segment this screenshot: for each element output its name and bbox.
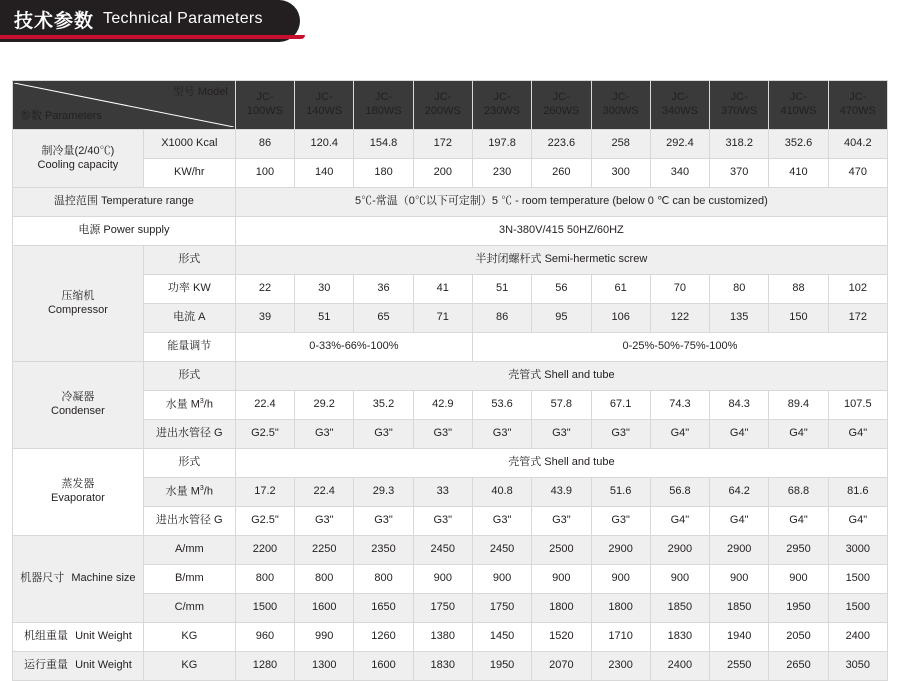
cell: G4" [769, 507, 828, 536]
cell: G3" [532, 420, 591, 449]
cell: 86 [235, 130, 294, 159]
model-name-4: JC- 230WS [484, 91, 521, 117]
cell: 3000 [828, 536, 887, 565]
table-row-compressor-power [13, 275, 888, 304]
cell: 102 [828, 275, 887, 304]
cell: 71 [413, 304, 472, 333]
cell: 122 [650, 304, 709, 333]
table-row-cooling-kcal [13, 130, 888, 159]
header-model-9 [769, 81, 828, 130]
cell: 800 [235, 565, 294, 594]
cell: 51 [295, 304, 354, 333]
cell: G3" [413, 507, 472, 536]
cell: 42.9 [413, 391, 472, 420]
sub-label-part-pre: 水量 M [165, 485, 200, 498]
row-group-condenser [13, 362, 144, 449]
group-label-en: Condenser [51, 405, 105, 417]
header-model-7 [650, 81, 709, 130]
cell: 1500 [235, 594, 294, 623]
model-name-1: JC- 140WS [306, 91, 343, 117]
cell: 2350 [354, 536, 413, 565]
cell: 57.8 [532, 391, 591, 420]
cell: 1710 [591, 623, 650, 652]
cell: 51 [472, 275, 531, 304]
table-row-running-weight [13, 652, 888, 681]
cell: G3" [472, 507, 531, 536]
table-header-row [13, 81, 888, 130]
cell: 2200 [235, 536, 294, 565]
cell: 900 [591, 565, 650, 594]
cell: 107.5 [828, 391, 887, 420]
table-row-condenser-pipe [13, 420, 888, 449]
row-value-compressor-type: 半封闭螺杆式 Semi-hermetic screw [235, 246, 887, 275]
cell: 1300 [295, 652, 354, 681]
row-group-running-weight [13, 652, 144, 681]
sub-label-condenser-form: 形式 [143, 362, 235, 391]
cell: 352.6 [769, 130, 828, 159]
model-name-7: JC- 340WS [661, 91, 698, 117]
group-label-en: Cooling capacity [37, 158, 119, 171]
cell: 29.2 [295, 391, 354, 420]
row-label-power-supply: 电源 Power supply [13, 217, 236, 246]
table-row-size-a [13, 536, 888, 565]
cell: 33 [413, 478, 472, 507]
sub-label-running-weight-kg: KG [143, 652, 235, 681]
page-title-cn: 技术参数 [14, 10, 95, 32]
cell: G3" [295, 420, 354, 449]
cell: 43.9 [532, 478, 591, 507]
cell: 1850 [650, 594, 709, 623]
cell: 67.1 [591, 391, 650, 420]
cell: 180 [354, 159, 413, 188]
cell: 900 [710, 565, 769, 594]
header-model-2 [354, 81, 413, 130]
cell: 470 [828, 159, 887, 188]
row-group-evaporator [13, 449, 144, 536]
cell: 1380 [413, 623, 472, 652]
technical-parameters-table [12, 80, 888, 681]
cell: G3" [532, 507, 591, 536]
cell: 900 [413, 565, 472, 594]
row-value-condenser-type: 壳管式 Shell and tube [235, 362, 887, 391]
group-label-cn: 运行重量 [24, 659, 69, 672]
cell: 2050 [769, 623, 828, 652]
page-header-banner [0, 0, 306, 42]
sub-label-size-c: C/mm [143, 594, 235, 623]
header-model-0 [235, 81, 294, 130]
table-row-evaporator-flow [13, 478, 888, 507]
group-label-cn: 蒸发器 [61, 478, 95, 491]
table-row-compressor-current [13, 304, 888, 333]
cell: 22.4 [235, 391, 294, 420]
cell: 1950 [472, 652, 531, 681]
cell: 2900 [650, 536, 709, 565]
cell: 1260 [354, 623, 413, 652]
cell: 1500 [828, 565, 887, 594]
table-row-size-c [13, 594, 888, 623]
cell: 900 [650, 565, 709, 594]
cell: 22 [235, 275, 294, 304]
cell: 1450 [472, 623, 531, 652]
cell: 404.2 [828, 130, 887, 159]
cell: 990 [295, 623, 354, 652]
row-group-machine-size [13, 536, 144, 623]
cell: 1280 [235, 652, 294, 681]
cell: 3050 [828, 652, 887, 681]
cell: 36 [354, 275, 413, 304]
group-label-en: Compressor [47, 303, 108, 316]
cell: G4" [650, 420, 709, 449]
cell: 1750 [472, 594, 531, 623]
cell: G4" [769, 420, 828, 449]
cell: 56 [532, 275, 591, 304]
cell: 95 [532, 304, 591, 333]
cell: G3" [472, 420, 531, 449]
model-name-9: JC- 410WS [780, 91, 817, 117]
cell: G3" [354, 507, 413, 536]
sub-label-capacity-control: 能量调节 [143, 333, 235, 362]
cell: 2550 [710, 652, 769, 681]
cell: 29.3 [354, 478, 413, 507]
header-model-6 [591, 81, 650, 130]
cell: 22.4 [295, 478, 354, 507]
group-label-en: Unit Weight [75, 659, 132, 672]
cell: 2070 [532, 652, 591, 681]
cell: 200 [413, 159, 472, 188]
cell: 172 [828, 304, 887, 333]
cell: 1800 [532, 594, 591, 623]
banner-title-group [14, 0, 263, 38]
cell: 410 [769, 159, 828, 188]
cell: 900 [532, 565, 591, 594]
cell: 2500 [532, 536, 591, 565]
cell: 41 [413, 275, 472, 304]
cell: 2250 [295, 536, 354, 565]
cell: 51.6 [591, 478, 650, 507]
cell: 1940 [710, 623, 769, 652]
cell: G3" [591, 507, 650, 536]
sub-label-condenser-flow [143, 391, 235, 420]
cell: 30 [295, 275, 354, 304]
cell: G3" [413, 420, 472, 449]
table-row-condenser-type [13, 362, 888, 391]
cell: 84.3 [710, 391, 769, 420]
cell: 197.8 [472, 130, 531, 159]
cell: 35.2 [354, 391, 413, 420]
cell: 900 [769, 565, 828, 594]
cell: 2400 [650, 652, 709, 681]
table-row-power-supply [13, 217, 888, 246]
cell: 258 [591, 130, 650, 159]
cell: 89.4 [769, 391, 828, 420]
group-label-cn: 机器尺寸 [20, 572, 65, 585]
model-name-2: JC- 180WS [365, 91, 402, 117]
header-parameters-label: 参数 Parameters [20, 110, 102, 123]
cell: 230 [472, 159, 531, 188]
row-label-temperature-range: 温控范围 Temperature range [13, 188, 236, 217]
header-model-5 [532, 81, 591, 130]
cell: 74.3 [650, 391, 709, 420]
header-model-1 [295, 81, 354, 130]
row-value-power-supply: 3N-380V/415 50HZ/60HZ [235, 217, 887, 246]
cell: 2300 [591, 652, 650, 681]
cell: 154.8 [354, 130, 413, 159]
cell: 150 [769, 304, 828, 333]
cell: 106 [591, 304, 650, 333]
cell: 2400 [828, 623, 887, 652]
group-label-en: Evaporator [51, 492, 105, 504]
sub-label-part-post: /h [203, 398, 213, 411]
cell: 70 [650, 275, 709, 304]
cell: 800 [354, 565, 413, 594]
sub-label-evaporator-pipe: 进出水管径 G [143, 507, 235, 536]
cell: 140 [295, 159, 354, 188]
cell: 900 [472, 565, 531, 594]
table-row-cooling-kwhr [13, 159, 888, 188]
sub-label-part-pre: 水量 M [165, 398, 200, 411]
page-title-en: Technical Parameters [103, 10, 263, 27]
row-group-compressor [13, 246, 144, 362]
cell: 64.2 [710, 478, 769, 507]
cell: 2950 [769, 536, 828, 565]
sub-label-kcal: X1000 Kcal [143, 130, 235, 159]
header-model-label: 型号 Model [172, 86, 228, 98]
sub-label-size-b: B/mm [143, 565, 235, 594]
table-row-evaporator-pipe [13, 507, 888, 536]
cell: 2450 [472, 536, 531, 565]
sub-label-superscript: 3 [199, 397, 204, 405]
group-label-cn: 机组重量 [24, 630, 69, 643]
sub-label-evaporator-flow [143, 478, 235, 507]
cell: 172 [413, 130, 472, 159]
cell: G4" [650, 507, 709, 536]
sub-label-condenser-pipe: 进出水管径 G [143, 420, 235, 449]
cell: 1800 [591, 594, 650, 623]
cell: G4" [710, 507, 769, 536]
header-model-10 [828, 81, 887, 130]
header-model-3 [413, 81, 472, 130]
sub-label-compressor-form: 形式 [143, 246, 235, 275]
cell: G4" [828, 507, 887, 536]
cell: 17.2 [235, 478, 294, 507]
cell: 1950 [769, 594, 828, 623]
cell: 1750 [413, 594, 472, 623]
cell: 1520 [532, 623, 591, 652]
cell: 53.6 [472, 391, 531, 420]
cell: 340 [650, 159, 709, 188]
model-name-0: JC- 100WS [246, 91, 283, 117]
cell: G3" [354, 420, 413, 449]
sub-label-part-post: /h [203, 485, 213, 498]
table-row-evaporator-type [13, 449, 888, 478]
cell: 300 [591, 159, 650, 188]
cell: G3" [295, 507, 354, 536]
cell: 1600 [295, 594, 354, 623]
cell: 2450 [413, 536, 472, 565]
row-value-temperature-range: 5℃-常温（0℃以下可定制）5 ℃ - room temperature (below 0 ℃ can be customized) [235, 188, 887, 217]
sub-label-compressor-current: 电流 A [143, 304, 235, 333]
table-row-temperature-range [13, 188, 888, 217]
sub-label-superscript: 3 [199, 484, 204, 492]
cell: 81.6 [828, 478, 887, 507]
cell: 1850 [710, 594, 769, 623]
row-group-unit-weight [13, 623, 144, 652]
cell: 2650 [769, 652, 828, 681]
cell: 800 [295, 565, 354, 594]
table-row-unit-weight [13, 623, 888, 652]
model-name-5: JC- 260WS [543, 91, 580, 117]
cell: 120.4 [295, 130, 354, 159]
cell: 86 [472, 304, 531, 333]
cell: 260 [532, 159, 591, 188]
row-value-capacity-control-right: 0-25%-50%-75%-100% [472, 333, 887, 362]
sub-label-kwhr: KW/hr [143, 159, 235, 188]
group-label-cn: 制冷量(2/40℃) [41, 144, 115, 157]
cell: 39 [235, 304, 294, 333]
sub-label-size-a: A/mm [143, 536, 235, 565]
table-row-size-b [13, 565, 888, 594]
model-name-3: JC- 200WS [424, 91, 461, 117]
cell: 65 [354, 304, 413, 333]
table-row-condenser-flow [13, 391, 888, 420]
cell: 1600 [354, 652, 413, 681]
cell: 135 [710, 304, 769, 333]
cell: 1830 [650, 623, 709, 652]
table-row-capacity-control [13, 333, 888, 362]
row-value-capacity-control-left: 0-33%-66%-100% [235, 333, 472, 362]
sub-label-evaporator-form: 形式 [143, 449, 235, 478]
model-name-8: JC- 370WS [721, 91, 758, 117]
cell: 40.8 [472, 478, 531, 507]
sub-label-compressor-power: 功率 KW [143, 275, 235, 304]
header-model-8 [710, 81, 769, 130]
cell: 2900 [710, 536, 769, 565]
model-name-6: JC- 300WS [602, 91, 639, 117]
cell: G2.5" [235, 507, 294, 536]
cell: 370 [710, 159, 769, 188]
header-corner-cell [13, 81, 236, 130]
row-group-cooling-capacity [13, 130, 144, 188]
cell: 68.8 [769, 478, 828, 507]
sub-label-unit-weight-kg: KG [143, 623, 235, 652]
cell: 960 [235, 623, 294, 652]
table-row-compressor-type [13, 246, 888, 275]
group-label-cn: 压缩机 [61, 289, 95, 302]
cell: 1830 [413, 652, 472, 681]
group-label-en: Machine size [71, 572, 136, 585]
cell: 223.6 [532, 130, 591, 159]
cell: 1650 [354, 594, 413, 623]
row-value-evaporator-type: 壳管式 Shell and tube [235, 449, 887, 478]
model-name-10: JC- 470WS [839, 91, 876, 117]
cell: 80 [710, 275, 769, 304]
group-label-en: Unit Weight [75, 630, 132, 643]
header-model-4 [472, 81, 531, 130]
cell: 100 [235, 159, 294, 188]
cell: 88 [769, 275, 828, 304]
cell: G3" [591, 420, 650, 449]
cell: 61 [591, 275, 650, 304]
cell: G4" [710, 420, 769, 449]
cell: 56.8 [650, 478, 709, 507]
cell: 292.4 [650, 130, 709, 159]
group-label-cn: 冷凝器 [61, 391, 95, 404]
technical-parameters-table-wrapper [12, 80, 888, 681]
cell: G2.5" [235, 420, 294, 449]
cell: 318.2 [710, 130, 769, 159]
cell: G4" [828, 420, 887, 449]
cell: 1500 [828, 594, 887, 623]
cell: 2900 [591, 536, 650, 565]
